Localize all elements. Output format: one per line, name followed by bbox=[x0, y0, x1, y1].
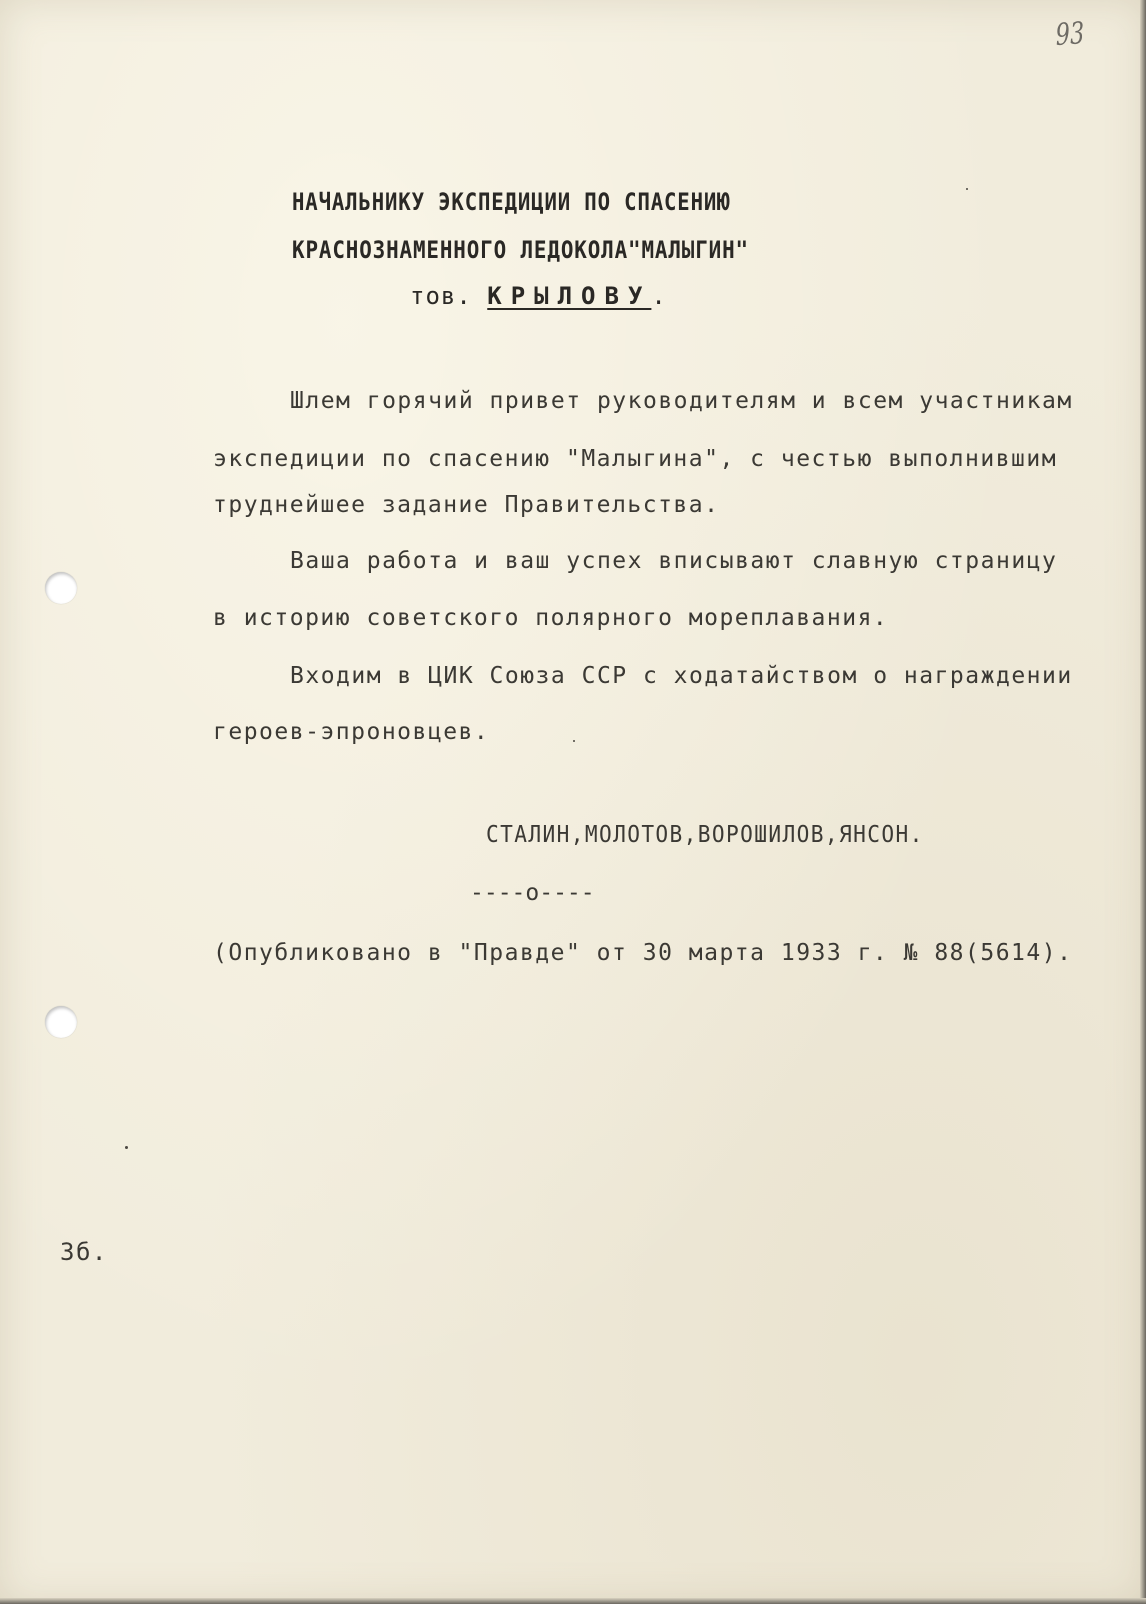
punch-hole-bottom bbox=[45, 1006, 77, 1038]
signatures: СТАЛИН,МОЛОТОВ,ВОРОШИЛОВ,ЯНСОН. bbox=[486, 822, 924, 848]
addressee-surname: КРЫЛОВУ bbox=[487, 282, 652, 310]
page-edge-bottom bbox=[0, 1598, 1146, 1604]
body-line: Входим в ЦИК Союза ССР с ходатайством о награждении bbox=[290, 663, 1073, 689]
publication-note: (Опубликовано в "Правде" от 30 марта 1933 г. № 88(5614). bbox=[213, 940, 1073, 966]
archive-mark: 3б. bbox=[60, 1238, 108, 1266]
separator: ----о---- bbox=[470, 880, 595, 906]
body-line: героев-эпроновцев. bbox=[213, 719, 490, 745]
body-line: Шлем горячий привет руководителям и всем участникам bbox=[290, 388, 1073, 414]
punch-hole-top bbox=[45, 572, 77, 604]
ink-speck bbox=[966, 188, 968, 190]
ink-speck bbox=[573, 740, 575, 742]
addressee-prefix: тов. bbox=[410, 282, 472, 310]
heading-line-2: КРАСНОЗНАМЕННОГО ЛЕДОКОЛА"МАЛЫГИН" bbox=[292, 236, 749, 264]
body-line: Ваша работа и ваш успех вписывают славную страницу bbox=[290, 548, 1058, 574]
addressee-suffix: . bbox=[651, 282, 667, 310]
folio-number: 93 bbox=[1055, 16, 1085, 53]
addressee-line bbox=[410, 282, 667, 310]
body-line: труднейшее задание Правительства. bbox=[213, 492, 720, 518]
ink-speck bbox=[125, 1146, 128, 1149]
body-line: экспедиции по спасению "Малыгина", с честью выполнившим bbox=[213, 446, 1058, 472]
body-line: в историю советского полярного мореплавания. bbox=[213, 605, 889, 631]
heading-line-1: НАЧАЛЬНИКУ ЭКСПЕДИЦИИ ПО СПАСЕНИЮ bbox=[292, 188, 731, 216]
page-edge-right bbox=[1140, 0, 1146, 1604]
